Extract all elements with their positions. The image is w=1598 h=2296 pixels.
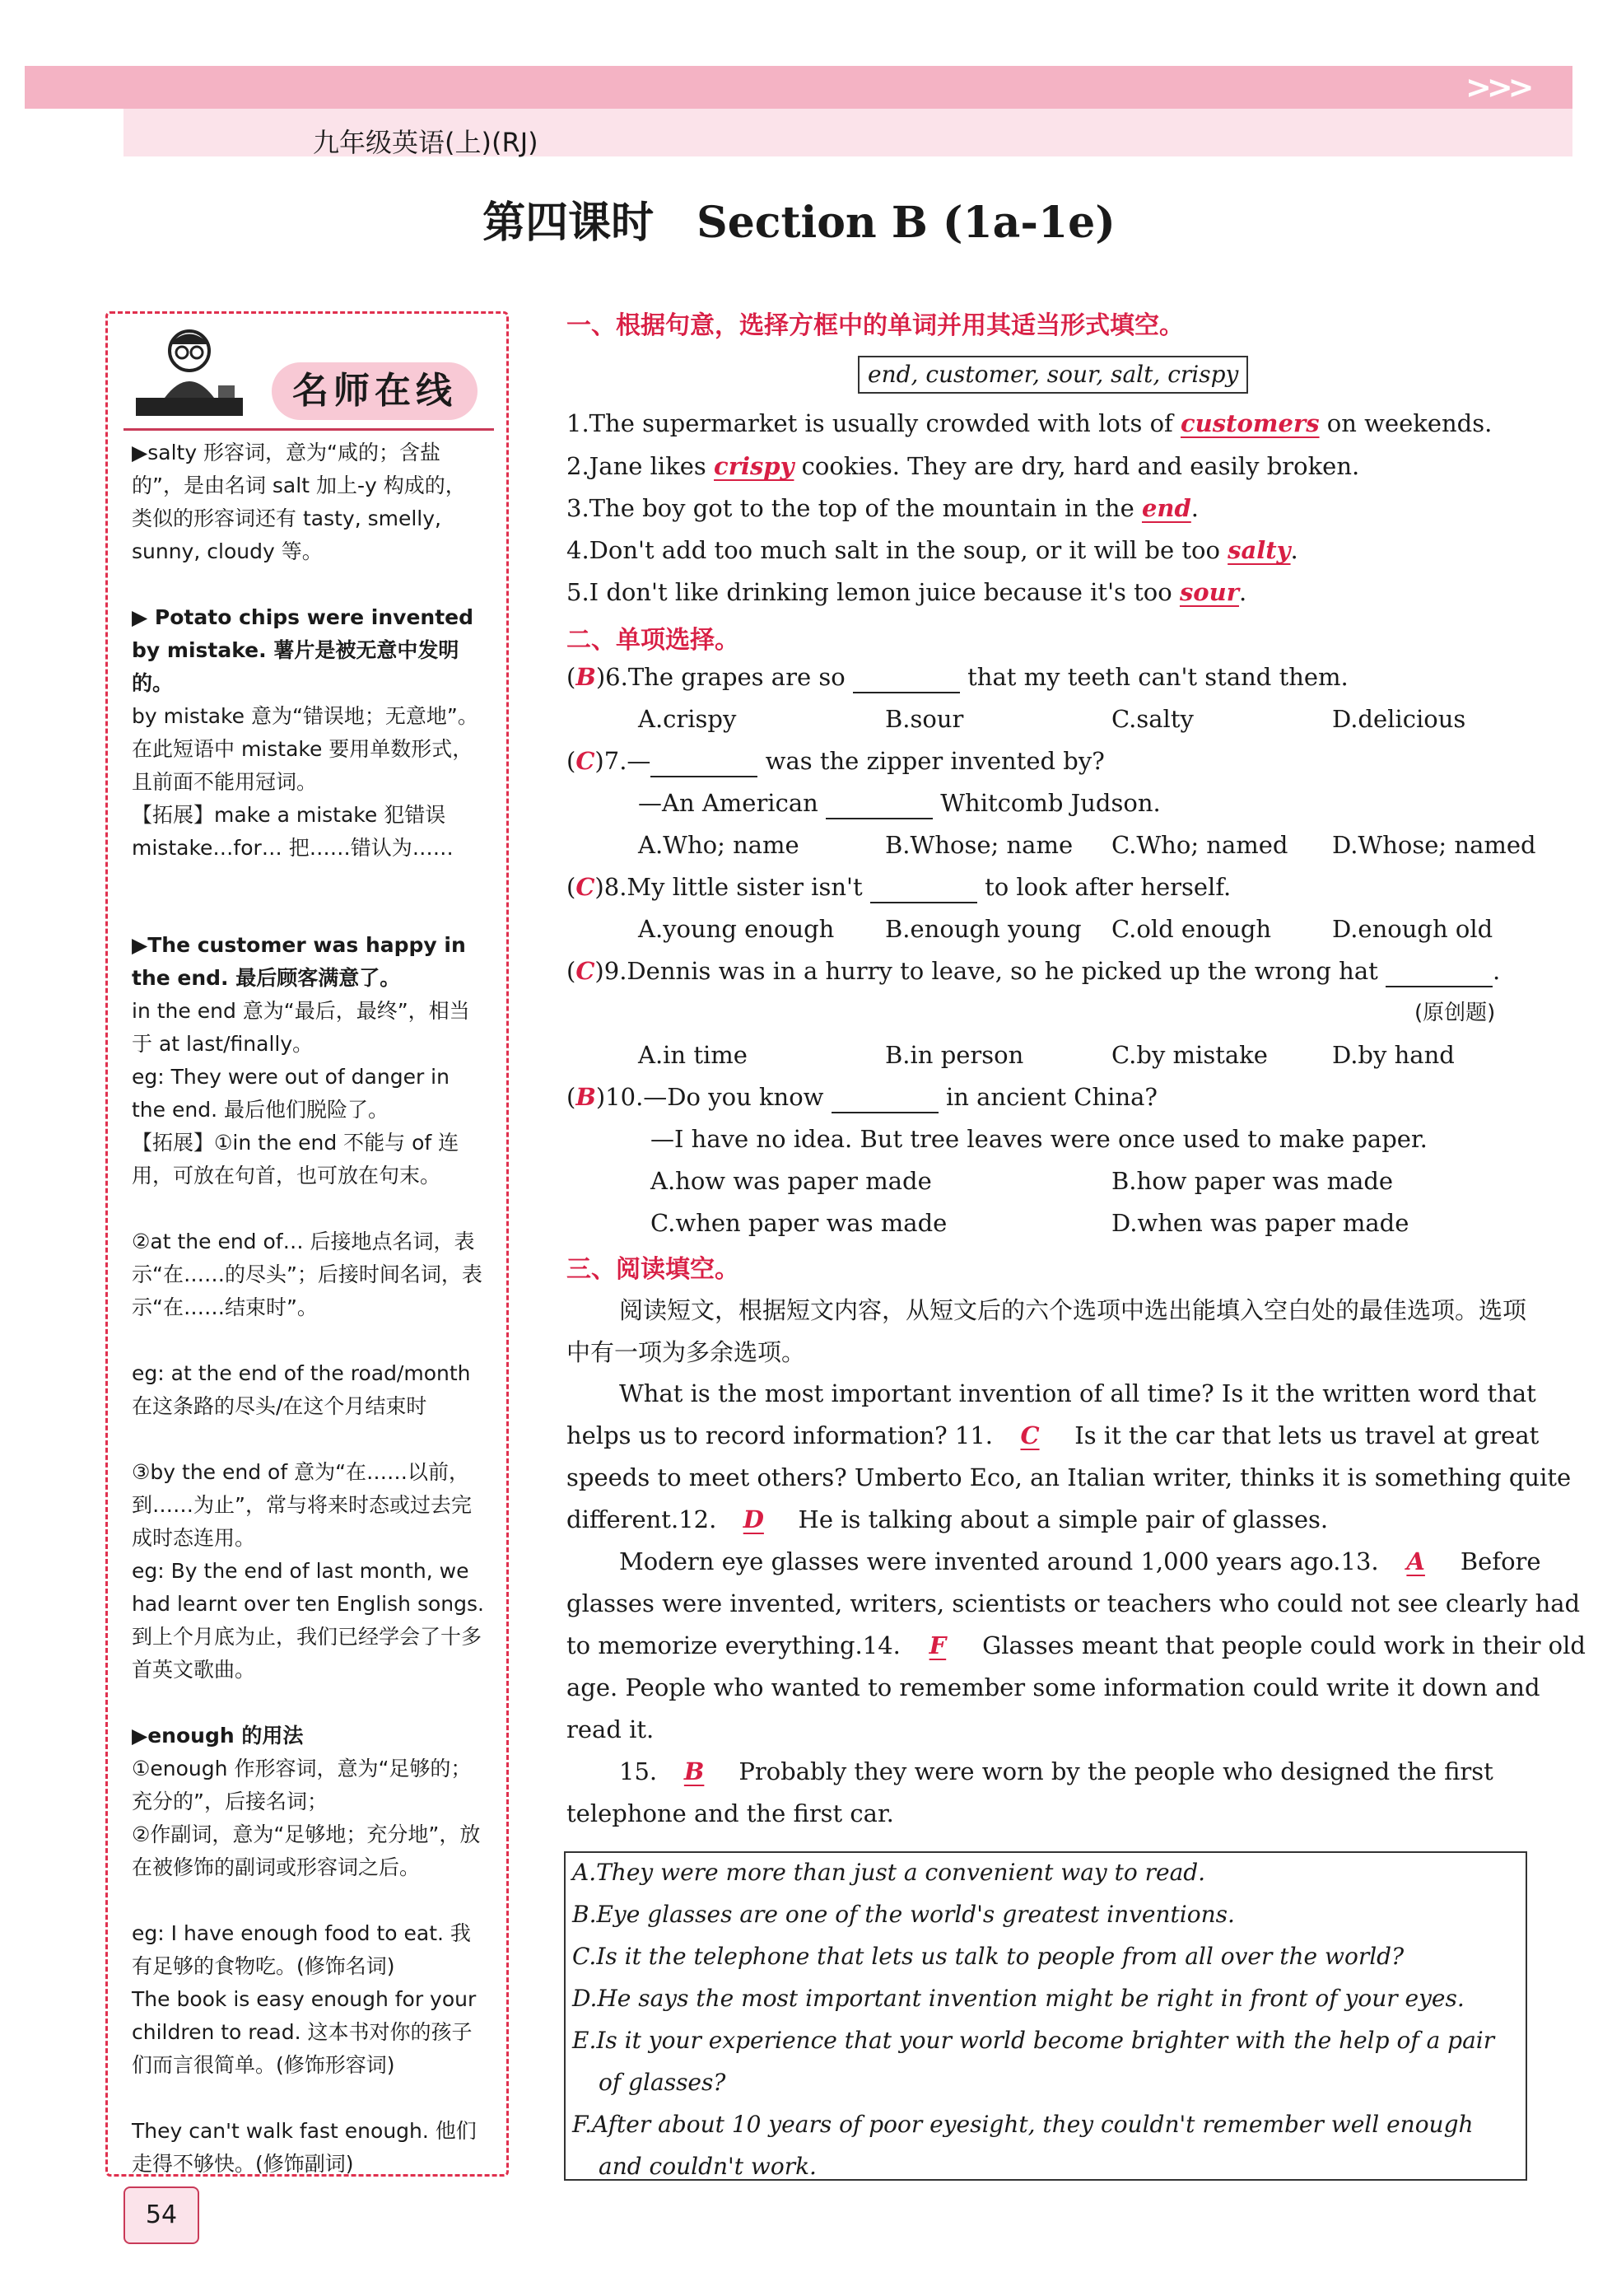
lesson-title: 第四课时 Section B (1a-1e) bbox=[482, 198, 1116, 248]
sidebar-note: The book is easy enough for your children to read. 这本书对你的孩子们而言很简单。(修饰形容词) bbox=[132, 1987, 477, 2077]
question-10-line2: —I have no idea. But tree leaves were once used to make paper. bbox=[650, 1125, 1428, 1153]
passage-line: telephone and the first car. bbox=[566, 1799, 894, 1827]
question-7-line2: —An American Whitcomb Judson. bbox=[638, 786, 1161, 819]
option: A.in time bbox=[638, 1041, 748, 1069]
sidebar-note: eg: I have enough food to eat. 我有足够的食物吃。(修饰名词) bbox=[132, 1921, 471, 1978]
option: A.how was paper made bbox=[650, 1167, 932, 1195]
reading-option: F.After about 10 years of poor eyesight, they couldn't remember well enough bbox=[572, 2111, 1474, 2138]
option: D.when was paper made bbox=[1111, 1209, 1409, 1237]
teacher-icon bbox=[128, 320, 251, 422]
reading-option: and couldn't work. bbox=[599, 2153, 817, 2180]
option: C.Who; named bbox=[1111, 831, 1288, 859]
question-6: (B)6.The grapes are so that my teeth can't stand them. bbox=[566, 660, 1349, 693]
sidebar-note: 【拓展】make a mistake 犯错误 mistake…for… 把……错认为…… bbox=[132, 803, 467, 860]
section-heading-1: 一、根据句意，选择方框中的单词并用其适当形式填空。 bbox=[566, 311, 1184, 340]
question-10: (B)10.—Do you know in ancient China? bbox=[566, 1080, 1158, 1113]
answer-text: customers bbox=[1180, 409, 1320, 437]
fill-item-2: 2.Jane likes crispy cookies. They are dry, hard and easily broken. bbox=[566, 452, 1360, 480]
answer-text: crispy bbox=[714, 452, 794, 480]
passage-line: Modern eye glasses were invented around 1,000 years ago.13. A Before bbox=[619, 1545, 1541, 1578]
answer-text: sour bbox=[1179, 578, 1239, 606]
passage-line: different.12. D He is talking about a simple pair of glasses. bbox=[566, 1503, 1328, 1536]
option: D.Whose; named bbox=[1332, 831, 1536, 859]
option: A.crispy bbox=[638, 705, 737, 733]
sidebar-note: eg: at the end of the road/month 在这条路的尽头/在这个月结束时 bbox=[132, 1361, 471, 1418]
option: D.by hand bbox=[1332, 1041, 1455, 1069]
sidebar-note: eg: By the end of last month, we had learnt over ten English songs. 到上个月底为止，我们已经学会了十多首英文歌曲。 bbox=[132, 1559, 484, 1682]
sidebar-note: ▶ Potato chips were invented by mistake. 薯片是被无意中发明的。 bbox=[132, 605, 474, 695]
passage-line: age. People who wanted to remember some information could write it down and bbox=[566, 1673, 1540, 1701]
question-9: (C)9.Dennis was in a hurry to leave, so he picked up the wrong hat . bbox=[566, 954, 1500, 987]
reading-option: D.He says the most important invention might be right in front of your eyes. bbox=[572, 1985, 1465, 2012]
chevron-right-icon: >>> bbox=[1465, 69, 1530, 105]
option: C.old enough bbox=[1111, 915, 1272, 943]
header-band bbox=[25, 66, 1572, 109]
reading-option: C.Is it the telephone that lets us talk to people from all over the world? bbox=[572, 1943, 1405, 1970]
option: B.sour bbox=[885, 705, 964, 733]
reading-option: of glasses? bbox=[599, 2069, 726, 2096]
passage-line: helps us to record information? 11. C Is it the car that lets us travel at great bbox=[566, 1419, 1539, 1452]
sidebar-note: by mistake 意为“错误地；无意地”。在此短语中 mistake 要用单数形式，且前面不能用冠词。 bbox=[132, 704, 478, 794]
sidebar-note: ②at the end of… 后接地点名词，表示“在……的尽头”；后接时间名词，表示“在……结束时”。 bbox=[132, 1230, 482, 1319]
sidebar-note: in the end 意为“最后，最终”，相当于 at last/finally。 bbox=[132, 999, 470, 1056]
original-question-note: (原创题) bbox=[1414, 1001, 1496, 1025]
sidebar-note: ▶enough 的用法 bbox=[132, 1724, 304, 1748]
question-8: (C)8.My little sister isn't to look after herself. bbox=[566, 870, 1231, 903]
option: B.Whose; name bbox=[885, 831, 1074, 859]
sidebar-note: eg: They were out of danger in the end. 最后他们脱险了。 bbox=[132, 1065, 450, 1122]
section-heading-2: 二、单项选择。 bbox=[566, 626, 739, 655]
reading-option: E.Is it your experience that your world become brighter with the help of a pair bbox=[572, 2027, 1495, 2054]
passage-line: speeds to meet others? Umberto Eco, an Italian writer, thinks it is something quite bbox=[566, 1463, 1572, 1491]
sidebar-note: ③by the end of 意为“在……以前，到……为止”，常与将来时态或过去完成时态连用。 bbox=[132, 1460, 472, 1550]
book-label: 九年级英语(上)(RJ) bbox=[313, 127, 538, 158]
fill-item-4: 4.Don't add too much salt in the soup, or it will be too salty. bbox=[566, 536, 1298, 564]
sidebar-note: ①enough 作形容词，意为“足够的；充分的”，后接名词； bbox=[132, 1757, 472, 1813]
question-7: (C)7.— was the zipper invented by? bbox=[566, 744, 1105, 777]
passage-line: What is the most important invention of all time? Is it the written word that bbox=[619, 1379, 1536, 1407]
reading-option: A.They were more than just a convenient way to read. bbox=[572, 1859, 1206, 1886]
option: B.how paper was made bbox=[1111, 1167, 1394, 1195]
passage-line: 15. B Probably they were worn by the people who designed the first bbox=[619, 1755, 1493, 1788]
reading-instruction: 阅读短文，根据短文内容，从短文后的六个选项中选出能填入空白处的最佳选项。选项中有一项为多余选项。 bbox=[566, 1296, 1527, 1366]
answer-text: D bbox=[743, 1505, 764, 1533]
option: C.when paper was made bbox=[650, 1209, 948, 1237]
answer-text: F bbox=[929, 1631, 947, 1659]
sidebar-note: 【拓展】①in the end 不能与 of 连用，可放在句首，也可放在句末。 bbox=[132, 1131, 459, 1188]
word-box: end, customer, sour, salt, crispy bbox=[858, 356, 1248, 394]
option: C.by mistake bbox=[1111, 1041, 1268, 1069]
section-heading-3: 三、阅读填空。 bbox=[566, 1255, 739, 1284]
fill-item-1: 1.The supermarket is usually crowded with lots of customers on weekends. bbox=[566, 409, 1493, 437]
fill-item-3: 3.The boy got to the top of the mountain in the end. bbox=[566, 494, 1199, 522]
sidebar-note: ②作副词，意为“足够地；充分地”，放在被修饰的副词或形容词之后。 bbox=[132, 1822, 481, 1879]
option: B.in person bbox=[885, 1041, 1024, 1069]
sidebar-title: 名师在线 bbox=[272, 362, 478, 420]
answer-text: A bbox=[1406, 1547, 1425, 1575]
sidebar-note: ▶salty 形容词，意为“咸的；含盐的”，是由名词 salt 加上-y 构成的，类似的形容词还有 tasty, smelly, sunny, cloudy 等。 bbox=[132, 441, 466, 563]
fill-item-5: 5.I don't like drinking lemon juice because it's too sour. bbox=[566, 578, 1247, 606]
page-number: 54 bbox=[123, 2186, 199, 2244]
answer-text: salty bbox=[1228, 536, 1291, 564]
sidebar-divider bbox=[123, 428, 494, 431]
passage-line: to memorize everything.14. F Glasses meant that people could work in their old bbox=[566, 1629, 1586, 1662]
option: D.enough old bbox=[1332, 915, 1493, 943]
option: A.young enough bbox=[638, 915, 835, 943]
answer-text: C bbox=[1020, 1421, 1040, 1449]
option: B.enough young bbox=[885, 915, 1082, 943]
reading-option: B.Eye glasses are one of the world's greatest inventions. bbox=[572, 1901, 1235, 1928]
option: A.Who; name bbox=[638, 831, 799, 859]
passage-line: read it. bbox=[566, 1715, 655, 1743]
passage-line: glasses were invented, writers, scientists or teachers who could not see clearly had bbox=[566, 1589, 1581, 1617]
answer-text: end bbox=[1141, 494, 1191, 522]
sidebar-note: They can't walk fast enough. 他们走得不够快。(修饰副词) bbox=[132, 2119, 477, 2176]
option: C.salty bbox=[1111, 705, 1194, 733]
answer-text: B bbox=[683, 1757, 705, 1785]
sidebar-note: ▶The customer was happy in the end. 最后顾客满意了。 bbox=[132, 933, 466, 990]
option: D.delicious bbox=[1332, 705, 1466, 733]
